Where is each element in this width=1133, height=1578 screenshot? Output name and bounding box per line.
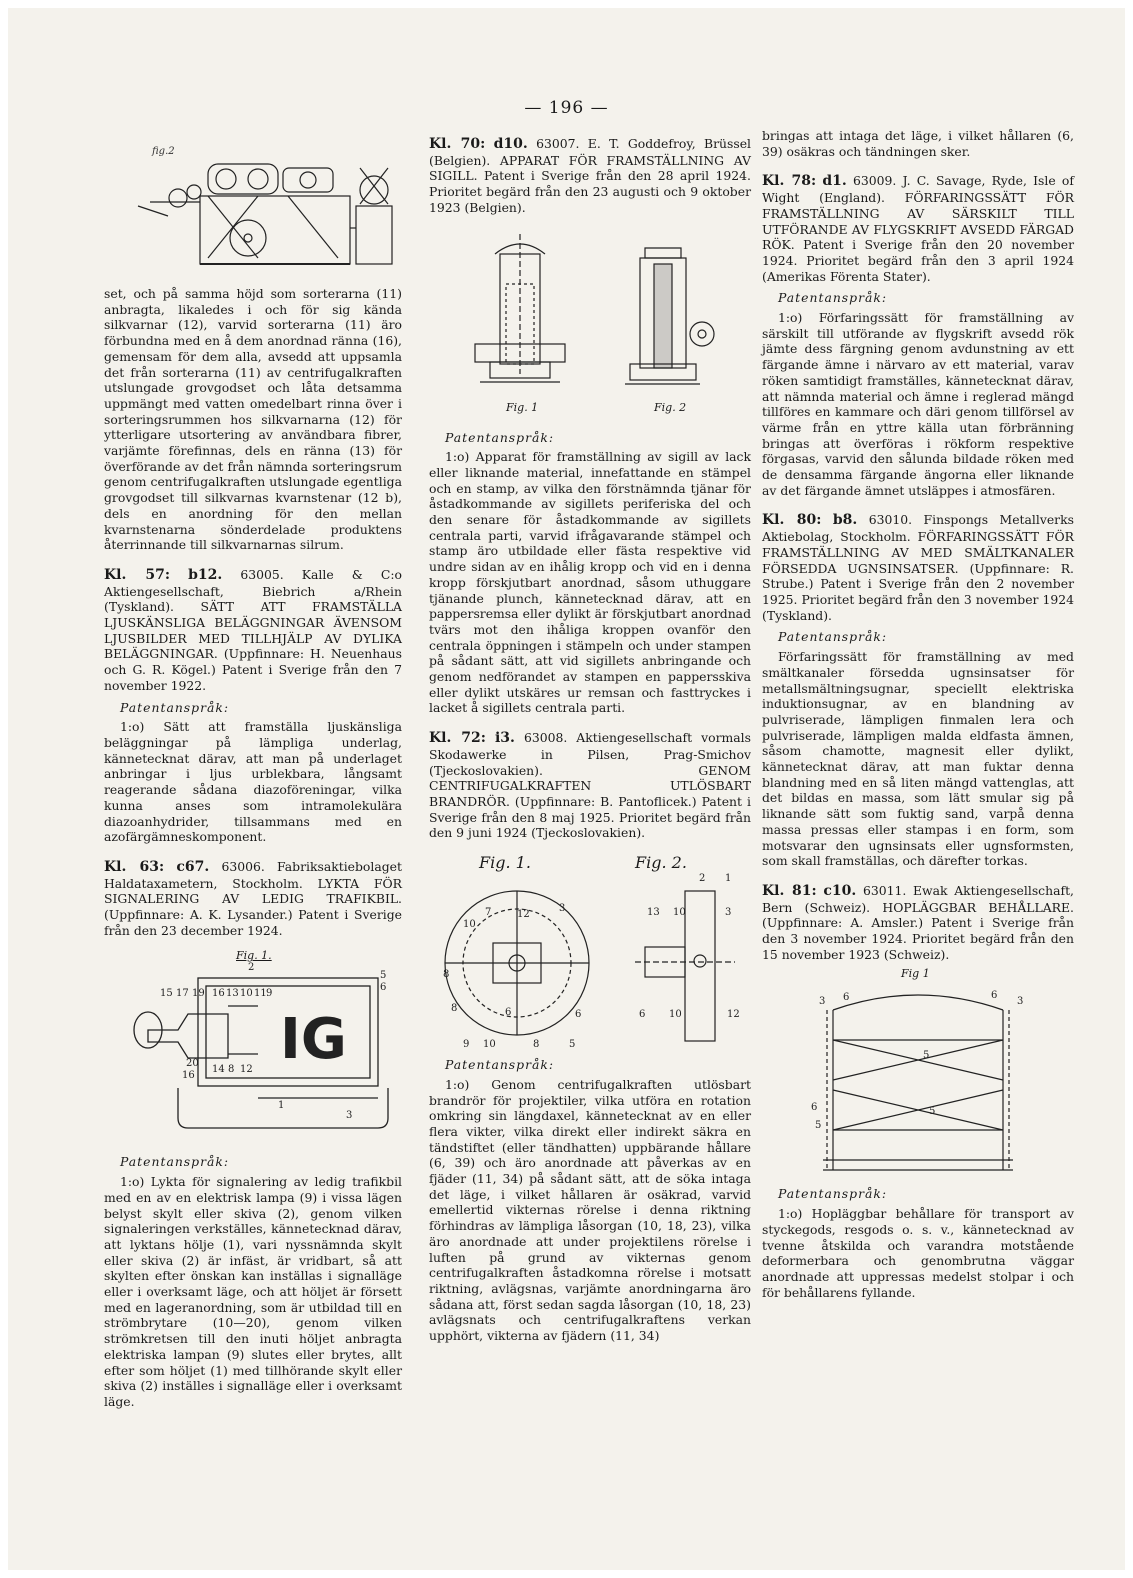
column-right [762,128,1074,1300]
patent-63009-title: 63009. J. C. Savage, Ryde, Isle of Wight (England). FÖRFARINGSSÄTT FÖR FRAMSTÄLLNING AV SÄRSKILT TILL UTFÖRANDE AV FLYGSKRIFT AVSEDD FÄRGAD RÖK. Patent i Sverige från den 20 november 1924. Prioritet begärd från den 3 april 1924 (Amerikas Förenta Stater). [762,173,1074,284]
class-label-70: Kl. 70: [429,136,486,152]
class-label-72: Kl. 72: [429,730,486,747]
figure-caption-fig1: Fig. 1. [479,853,531,873]
patent-63010-title: 63010. Finspongs Metallverks Aktiebolag, Stockholm. FÖRFARINGSSÄTT FÖR FRAMSTÄLLNING AV MED SMÄLTKANALER FÖRSEDDA UGNSINSATSER. (Uppfinnare: R. Strube.) Patent i Sverige från den 2 november 1925. Prioritet begärd från den 3 november 1924 (Tyskland). [762,512,1074,623]
svg-text:6: 6 [811,1102,818,1114]
svg-text:19: 19 [192,988,205,1000]
patent-63009-claim: 1:o) Förfaringssätt för framställning av särskilt till utförande av flygskrift avsedd rök jämte dess färgning genom avdunstning av ett färgande ämne i närvaro av ett material, varav röken samtidigt framställes, kännetecknat därav, att nämnda material och ämne i reglerad mängd tillföres en kammare och däri genom tillförsel av värme från en yttre källa utan förbränning bringas att överföras i rökform respektive förgasas, varvid den sålunda bildade röken med de densamma färgande ängorna eller liknande av det färgande ämnet utsläppes i atmosfären. [762,310,1074,498]
svg-text:5: 5 [569,1039,576,1051]
svg-text:6: 6 [380,982,387,994]
svg-text:5: 5 [929,1106,936,1118]
patent-63008-claim: 1:o) Genom centrifugalkraften utlösbart brandrör för projektiler, vilka utföra en rotation omkring sin längdaxel, kännetecknat av en eller flera vikter, vilka direkt eller indirekt säkra en tändstiftet (eller tändhatten) uppbärande hållare (6, 39) och äro anordnade att påverkas av en fjäder (11, 34) på sådant sätt, att de söka intaga det läge, i vilket hållaren är osäkrad, varvid emellertid vikternas rörelse i denna riktning förhindras av lämpliga låsorgan (10, 18, 23), vilka äro anordnade att under projektilens rörelse i luften på grund av vikternas genom centrifugalkraften åstadkomna rörelse i motsatt riktning, avlägsnas, varjämte anordningarna äro sådana att, först sedan sagda låsorgan (10, 18, 23) avlägsnats och centrifugalkraftens verkan upphört, vikterna av fjädern (11, 34) [429,1076,751,1344]
figure-caption-fig2: Fig. 2 [654,400,687,414]
class-sub-81: c10. [823,882,857,899]
svg-text:12: 12 [727,1009,740,1021]
svg-text:10: 10 [669,1009,682,1021]
patent-63011-heading [762,883,1074,963]
patentansprak-heading: Patentanspråk: [778,290,888,306]
svg-text:12: 12 [517,909,530,921]
patent-63007-title: 63007. E. T. Goddefroy, Brüssel (Belgien). APPARAT FÖR FRAMSTÄLLNING AV SIGILL. Patent i Sverige från den 28 april 1924. Prioritet begärd från den 23 augusti och 9 oktober 1923 (Belgien). [429,136,751,215]
page-number: — 196 — [524,98,609,118]
svg-text:14: 14 [212,1064,225,1076]
class-sub-70: d10. [493,136,528,152]
svg-text:3: 3 [725,907,732,919]
svg-text:17: 17 [176,988,189,1000]
svg-text:9: 9 [463,1039,470,1051]
seal-apparatus-drawing [440,224,740,424]
svg-text:5: 5 [380,970,387,982]
patentansprak-heading: Patentanspråk: [445,1057,555,1073]
class-sub-80: b8. [832,512,858,529]
figure-signal-lamp [108,948,398,1148]
svg-text:5: 5 [923,1050,930,1062]
svg-text:8: 8 [451,1003,458,1015]
signal-lamp-drawing [108,948,398,1148]
patent-63011-title: 63011. Ewak Aktiengesellschaft, Bern (Schweiz). HOPLÄGGBAR BEHÅLLARE. (Uppfinnare: A. Amsler.) Patent i Sverige från den 3 november 1924. Prioritet begärd från den 15 november 1923 (Schweiz). [762,882,1074,962]
svg-text:9: 9 [266,988,273,1000]
class-sub-63: c67. [176,858,210,875]
svg-text:6: 6 [843,992,850,1004]
svg-text:3: 3 [346,1110,353,1122]
svg-text:8: 8 [533,1039,540,1051]
svg-text:6: 6 [575,1009,582,1021]
figure-caption-fig1: Fig. 1. [236,949,272,963]
patent-63007-heading [429,136,751,216]
svg-text:13: 13 [226,988,239,1000]
lamp-sign-text: IG [280,1007,347,1073]
class-sub-57: b12. [188,566,223,583]
class-sub-78: d1. [822,173,847,190]
class-label-63: Kl. 63: [104,858,165,875]
svg-text:16: 16 [182,1070,195,1082]
svg-text:3: 3 [819,996,826,1008]
patent-63009-heading [762,173,1074,284]
svg-text:2: 2 [248,962,255,974]
column-left [104,138,402,1410]
svg-text:8: 8 [443,969,450,981]
patent-63006-claim: 1:o) Lykta för signalering av ledig trafikbil med en av en elektrisk lampa (9) i vissa lägen belyst skylt eller skiva (2), genom vilken signaleringen verkställes, kännetecknad därav, att lyktans hölje (1), vari nyssnämnda skylt eller skiva (2) är infäst, är vridbart, så att skylten efter önskan kan inställas i signalläge eller i overksamt läge, och att höljet är försett med en lageranordning, som är utbildad till en strömbrytare (10—20), genom vilken strömkretsen till den inuti höljet anbragta elektriska lampan (9) slutes eller brytes, allt efter som höljet (1) med tillhörande skylt eller skiva (2) inställes i signalläge eller i overksamt läge. [104,1174,402,1409]
patentansprak-heading: Patentanspråk: [120,699,230,715]
container-drawing [793,970,1043,1180]
column-middle [429,136,751,1344]
paragraph-silk-mill: set, och på samma höjd som sorterarna (11) anbragta, likaledes i och för sig kända silkvarnar (12), varvid sorterarna (11) äro förbundna med en å dem anordnad ränna (16), gemensam för dem alla, avsedd att uppsamla det från sorterarna (11) av centrifugalkraften utslungade grovgodset och låta detsamma uppmängt med vatten omedelbart rinna över i sorteringsrummen hos silkvarnarna (12) för ytterligare utsortering av användbara fibrer, varjämte förefinnas, dels en ränna (13) för överförande av det från nämnda sorteringsrum genom centrifugalkraften utslungade egentliga grovgodset till silkvarnas kvarnstenar (12 b), dels en anordning för den mellan kvarnstenarna sönderdelade produktens återrinnande till silkvarnarnas silrum. [104,286,402,553]
patent-63010-heading [762,512,1074,623]
patent-63005-heading [104,567,402,694]
svg-text:13: 13 [647,907,660,919]
patent-63005-claim: 1:o) Sätt att framställa ljuskänsliga beläggningar på lämpliga underlag, kännetecknat därav, att man på underlaget anbringar i ljus urblekbara, långsamt reagerande sådana diazoföreningar, vilka kunna anses som intramolekulära diazoanhydrider, tillsammans med en azofärgämneskomponent. [104,719,402,845]
patentansprak-heading: Patentanspråk: [778,1186,888,1202]
svg-text:10: 10 [483,1039,496,1051]
svg-text:7: 7 [485,907,492,919]
svg-text:11: 11 [254,988,267,1000]
svg-text:6: 6 [991,990,998,1002]
svg-text:20: 20 [186,1058,199,1070]
svg-text:10: 10 [463,919,476,931]
svg-text:1: 1 [278,1100,285,1112]
svg-text:3: 3 [559,903,566,915]
svg-text:8: 8 [228,1064,235,1076]
svg-text:16: 16 [212,988,225,1000]
paragraph-continuation: bringas att intaga det läge, i vilket hållaren (6, 39) osäkras och tändningen sker. [762,128,1074,159]
patent-63010-claim: Förfaringssätt för framställning av med smältkanaler försedda ugnsinsatser för metallsmältningsugnar, speciellt elektriska induktionsugnar, av en blandning av pulvriserade, lämpligen finmalen lera och pulvriserade, lämpligen malda eldfasta ämnen, såsom chamotte, magnesit eller dylikt, kännetecknat därav, att man fuktar denna blandning med en så liten mängd vattenglas, att det bildas en massa, som lätt smular sig på liknande sätt som fuktig sand, varpå denna massa pressas eller stampas i en form, som motsvarar den ugnsinsats eller ugnsformsten, som skall framställas, och därefter torkas. [762,649,1074,869]
figure-caption-fig1: Fig 1 [901,967,930,981]
class-label-80: Kl. 80: [762,512,822,529]
class-label-57: Kl. 57: [104,566,171,583]
patentansprak-heading: Patentanspråk: [778,629,888,645]
svg-text:3: 3 [1017,996,1024,1008]
svg-text:5: 5 [815,1120,822,1132]
svg-text:2: 2 [699,873,706,885]
svg-text:1: 1 [725,873,732,885]
figure-fuze [435,851,745,1051]
class-label-81: Kl. 81: [762,882,817,899]
figure-caption-fig1: Fig. 1 [506,400,539,414]
patentansprak-heading: Patentanspråk: [120,1154,230,1170]
patent-63008-title: 63008. Aktiengesellschaft vormals Skodawerke in Pilsen, Prag-Smichov (Tjeckoslovakien). GENOM CENTRIFUGALKRAFTEN UTLÖSBART BRANDRÖR. (Uppfinnare: B. Pantoflicek.) Patent i Sverige från den 8 maj 1925. Prioritet begärd från den 9 juni 1924 (Tjeckoslovakien). [429,730,751,841]
svg-text:15: 15 [160,988,173,1000]
figure-seal-apparatus [440,224,740,424]
svg-text:fig.2: fig.2 [152,146,175,157]
figure-sorting-machine [108,138,398,278]
figure-caption-fig2: Fig. 2. [635,853,687,873]
patent-63006-title: 63006. Fabriksaktiebolaget Haldataxametern, Stockholm. LYKTA FÖR SIGNALERING AV LEDIG TRAFIKBIL. (Uppfinnare: A. K. Lysander.) Patent i Sverige från den 23 december 1924. [104,858,402,938]
patent-63006-heading [104,859,402,939]
fuze-drawing [435,851,745,1051]
class-label-78: Kl. 78: [762,173,817,190]
svg-text:6: 6 [639,1009,646,1021]
patent-63011-claim: 1:o) Hopläggbar behållare för transport av styckegods, resgods o. s. v., kännetecknad av tvenne åtskilda och varandra motstående deformerbara och genombrutna väggar anordnade att uppressas medelst stolpar i och för behållarens fyllande. [762,1206,1074,1300]
svg-text:10: 10 [673,907,686,919]
patent-63005-title: 63005. Kalle & C:o Aktiengesellschaft, Biebrich a/Rhein (Tyskland). SÄTT ATT FRAMSTÄLLA LJUSKÄNSLIGA BELÄGGNINGAR ÄVENSOM LJUSBILDER MED TILLHJÄLP AV DYLIKA BELÄGGNINGAR. (Uppfinnare: H. Neuenhaus och G. R. Kögel.) Patent i Sverige från den 7 november 1922. [104,566,402,693]
class-sub-72: i3. [494,730,515,747]
figure-container [793,967,1043,1180]
document-page [8,8,1125,1570]
patent-63007-claim: 1:o) Apparat för framställning av sigill av lack eller liknande material, innefattande en stämpel och en stamp, av vilka den förstnämnda tjänar för åstadkommande av sigillets periferiska del och den senare för åstadkommande av sigillets centrala parti, varvid ifrågavarande stämpel och stamp äro utbildade eller fästa respektive vid undre sidan av en ihålig kropp och vid en i denna kropp förskjutbart anordnad, såsom uthuggare tjänande plunch, kännetecknad därav, att en pappersremsa eller dylikt är förskjutbart anordnad tvärs mot den ihåliga kroppen ovanför den centrala öppningen i stämpeln och under stampen på sådant sätt, att vid sigillets anbringande och genom nedförandet av stampen en pappersskiva eller dylikt utskäres ur remsan och fasttryckes i lacket å sigillets centrala parti. [429,449,751,716]
svg-text:6: 6 [505,1007,512,1019]
sorting-machine-drawing [108,138,398,278]
patent-63008-heading [429,730,751,841]
patentansprak-heading: Patentanspråk: [445,429,555,445]
svg-text:12: 12 [240,1064,253,1076]
svg-text:10: 10 [240,988,253,1000]
